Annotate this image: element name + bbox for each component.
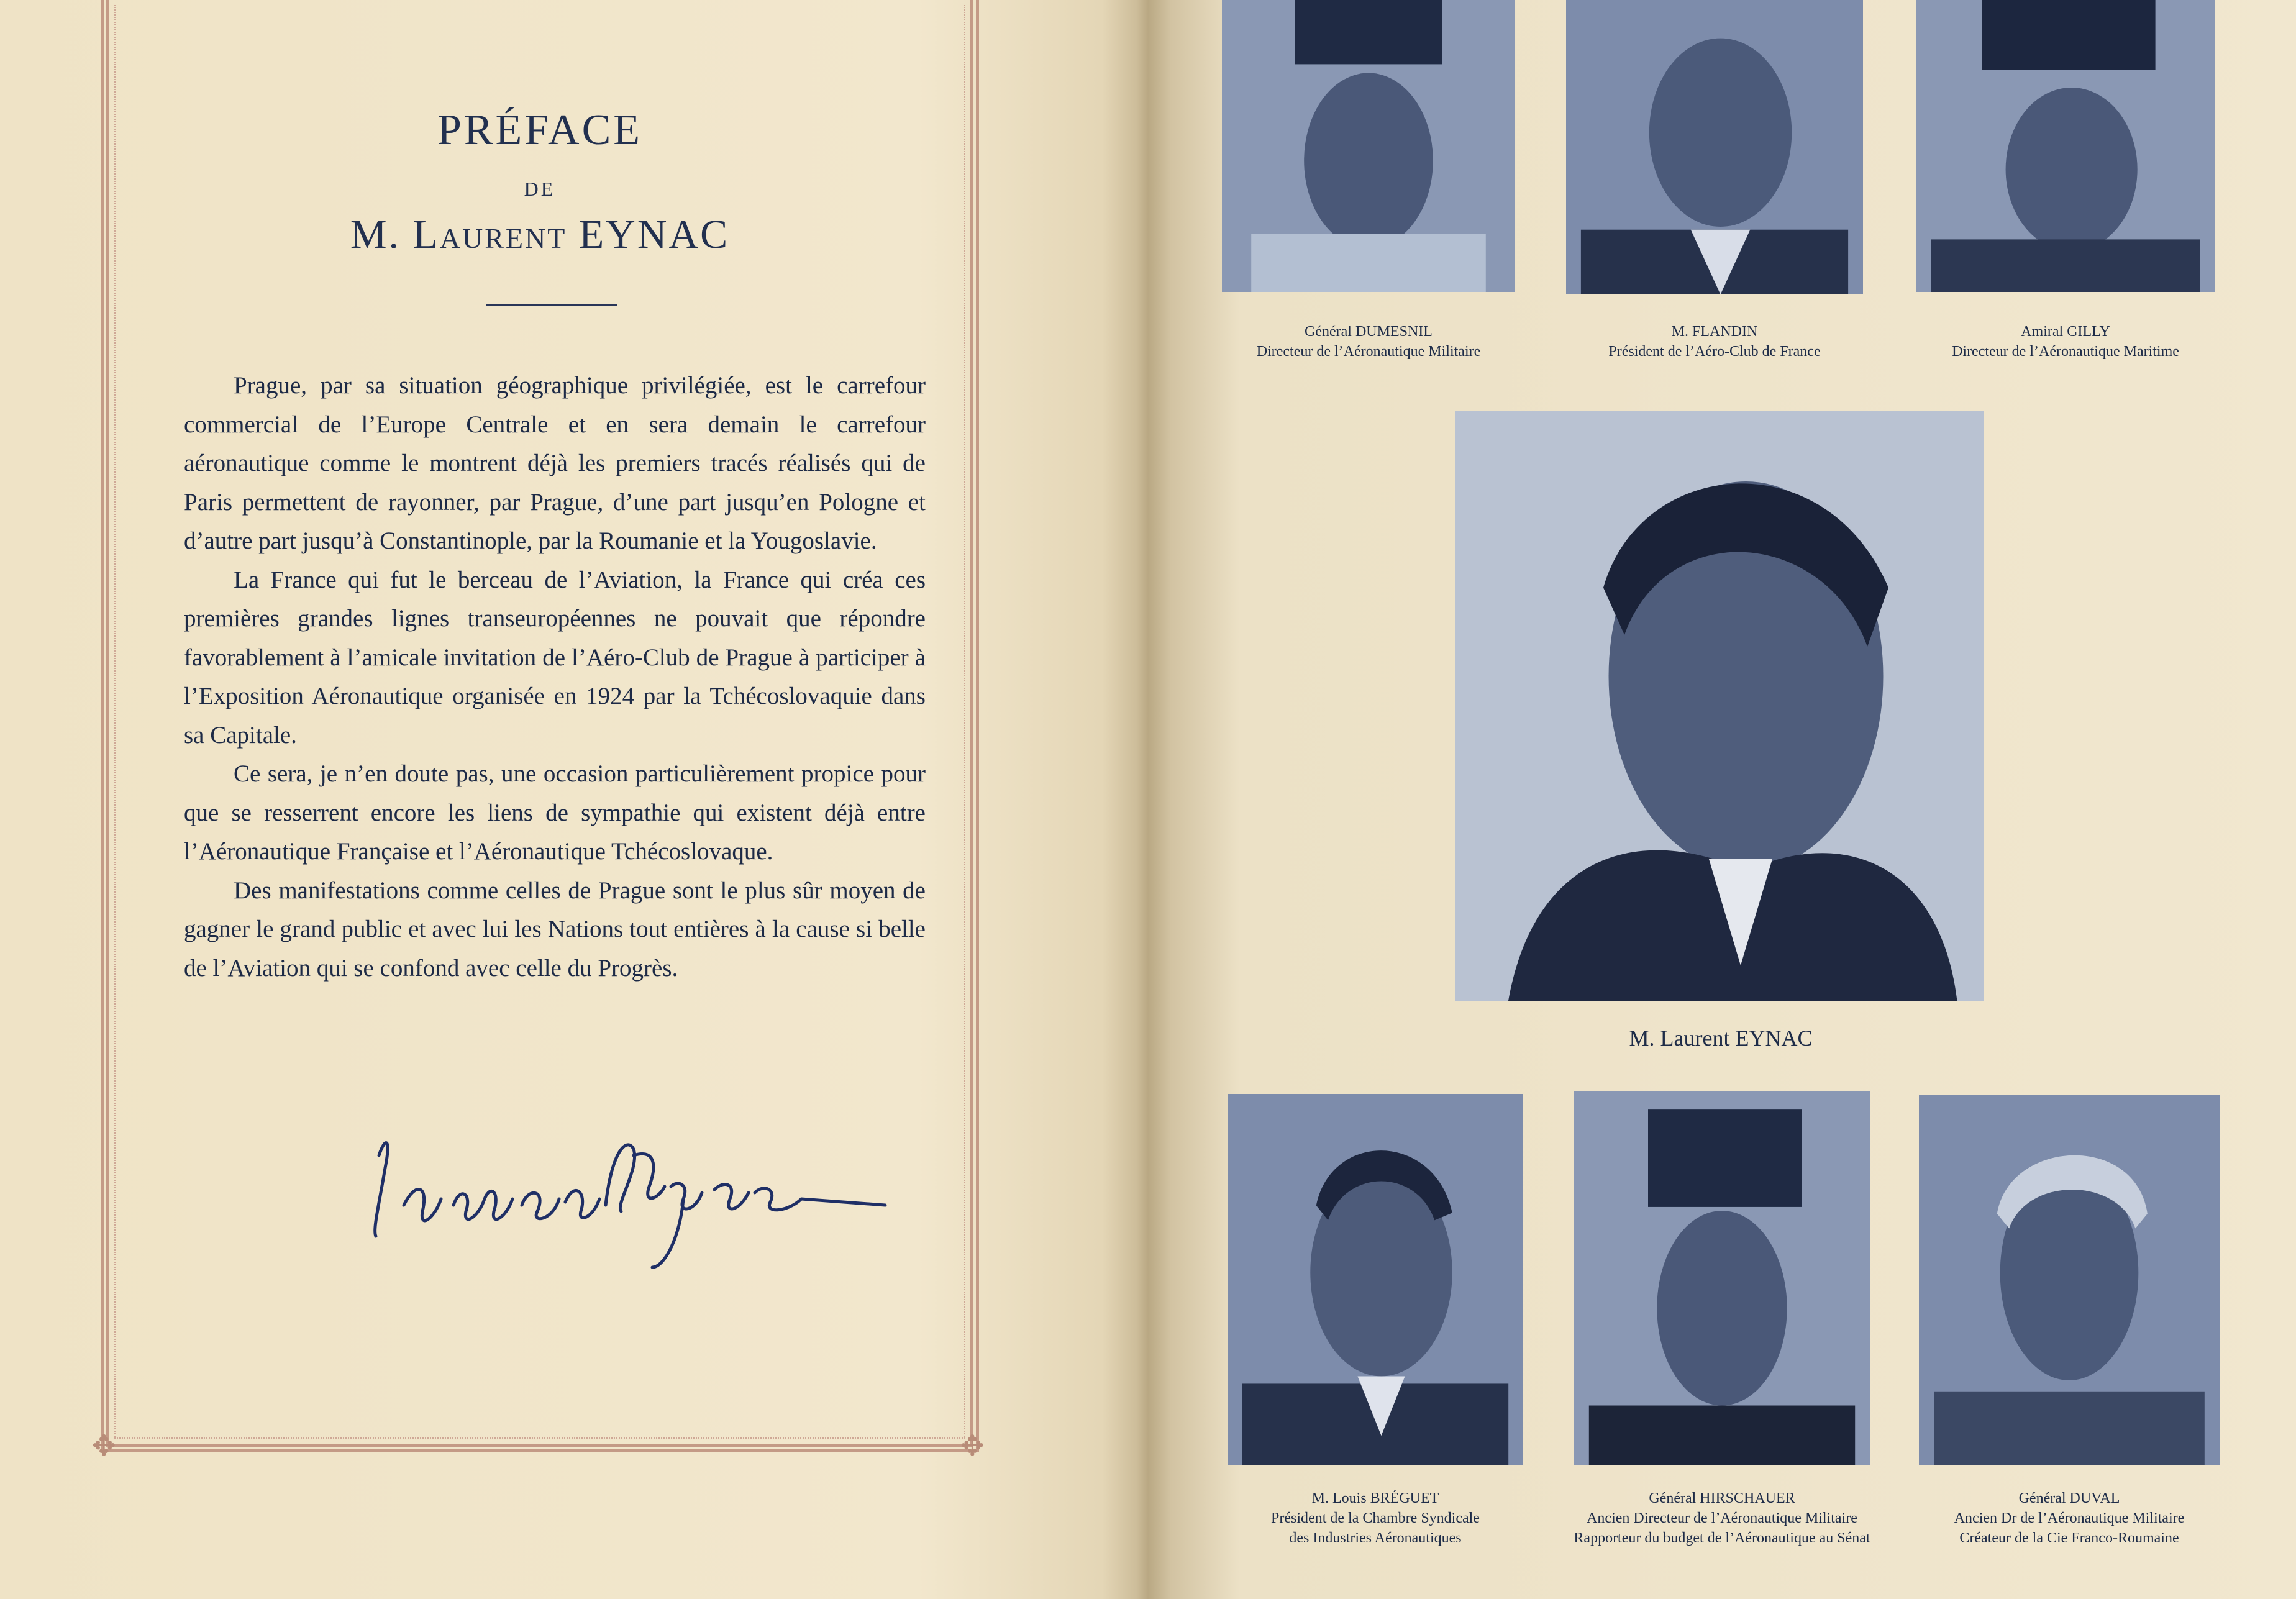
paragraph: Des manifestations comme celles de Prague sont le plus sûr moyen de gagner le grand public et avec lui les Nations tout entières à la cause si belle de l’Aviation qui se confond avec celle du Progrès. xyxy=(184,877,926,982)
portrait-photo-gilly xyxy=(1916,0,2215,292)
portrait-photo-flandin xyxy=(1566,0,1863,294)
caption-name: M. Louis BRÉGUET xyxy=(1311,1490,1439,1506)
portrait-photo-breguet xyxy=(1228,1094,1523,1465)
corner-ornament-icon: ✥ xyxy=(960,1430,985,1462)
caption-gilly xyxy=(1916,322,2215,362)
portrait-photo-hirschauer xyxy=(1574,1091,1870,1465)
caption-name: M. FLANDIN xyxy=(1671,324,1758,340)
caption-title: Rapporteur du budget de l’Aéronautique au Sénat xyxy=(1574,1530,1870,1546)
caption-hirschauer xyxy=(1536,1488,1908,1548)
title-divider xyxy=(486,304,617,306)
paragraph: Prague, par sa situation géographique privilégiée, est le carrefour commercial de l’Europe Centrale et en sera demain le carrefour aéronautique comme le montrent déjà les premiers tracés réalisés qui de Paris permettent de rayonner, par Prague, d’une part jusqu’en Pologne et d’autre part jusqu’à Constantinople, par la Roumanie et la Yougoslavie. xyxy=(184,372,926,554)
caption-flandin xyxy=(1566,322,1863,362)
preface-title: PRÉFACE xyxy=(437,106,643,154)
caption-name: Général DUMESNIL xyxy=(1305,324,1433,340)
caption-eynac: M. Laurent EYNAC xyxy=(1629,1026,1813,1050)
paragraph: Ce sera, je n’en doute pas, une occasion particulièrement propice pour que se resserrent encore les liens de sympathie qui existent déjà entre l’Aéronautique Française et l’Aéronautique Tchécoslovaque. xyxy=(184,760,926,865)
caption-title: Directeur de l’Aéronautique Militaire xyxy=(1256,344,1481,360)
caption-title: Président de la Chambre Syndicale xyxy=(1271,1510,1480,1526)
preface-page xyxy=(0,0,1134,1599)
caption-duval xyxy=(1917,1488,2221,1548)
caption-name: Général HIRSCHAUER xyxy=(1649,1490,1795,1506)
preface-author: M. Laurent EYNAC xyxy=(350,212,730,257)
caption-name: Général DUVAL xyxy=(2018,1490,2120,1506)
preface-text xyxy=(184,367,926,988)
portrait-photo-dumesnil xyxy=(1222,0,1515,292)
caption-title: Président de l’Aéro-Club de France xyxy=(1608,344,1821,360)
caption-title: des Industries Aéronautiques xyxy=(1289,1530,1462,1546)
corner-ornament-icon: ✥ xyxy=(92,1430,116,1462)
preface-de: DE xyxy=(524,178,556,200)
caption-title: Créateur de la Cie Franco-Roumaine xyxy=(1959,1530,2179,1546)
caption-title: Ancien Dr de l’Aéronautique Militaire xyxy=(1954,1510,2185,1526)
caption-name: Amiral GILLY xyxy=(2021,324,2110,340)
paragraph: La France qui fut le berceau de l’Aviation, la France qui créa ces premières grandes lignes transeuropéennes ne pouvait que répondre favorablement à l’amicale invitation de l’Aéro-Club de Prague à participer à l’Exposition Aéronautique organisée en 1924 par la Tchécoslovaquie dans sa Capitale. xyxy=(184,566,926,749)
caption-breguet xyxy=(1215,1488,1536,1548)
caption-title: Ancien Directeur de l’Aéronautique Militaire xyxy=(1587,1510,1857,1526)
handwritten-signature xyxy=(367,1112,895,1273)
portrait-photo-eynac xyxy=(1456,411,1984,1001)
caption-title: Directeur de l’Aéronautique Maritime xyxy=(1952,344,2179,360)
portrait-photo-duval xyxy=(1919,1095,2220,1465)
caption-dumesnil xyxy=(1222,322,1515,362)
